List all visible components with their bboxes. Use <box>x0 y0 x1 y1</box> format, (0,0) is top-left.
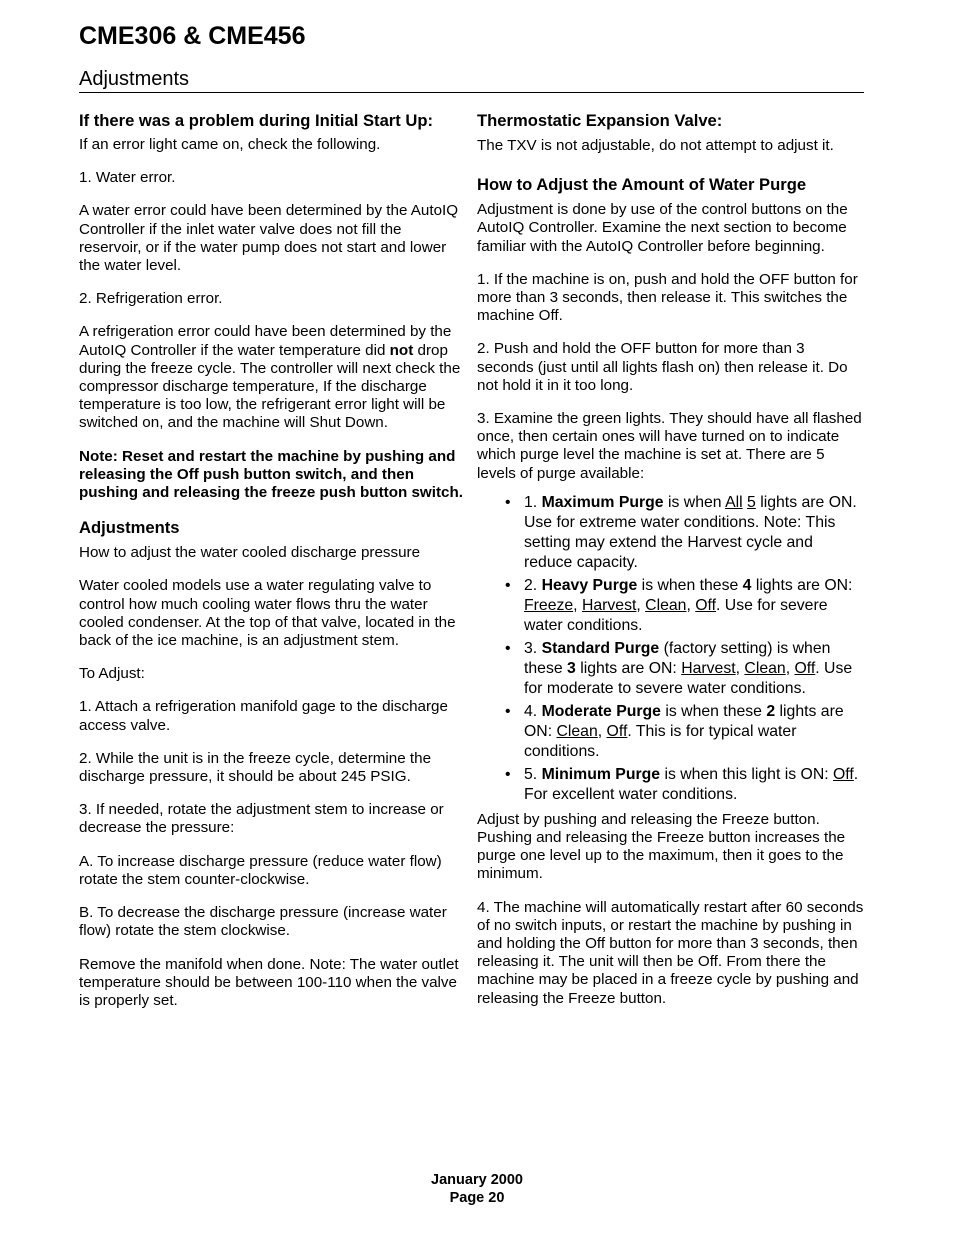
paragraph-water-error: A water error could have been determined by the AutoIQ Controller if the inlet water valve does not fill the reservoir, or if the water pump does not start and lower the water level. <box>79 202 459 275</box>
text-run: lights are ON: <box>524 702 844 740</box>
paragraph-error-light: If an error light came on, check the following. <box>79 136 381 153</box>
paragraph-purge-intro: Adjustment is done by use of the control buttons on the AutoIQ Controller. Examine the next section to become familiar with the AutoIQ Controller before beginning. <box>477 201 848 255</box>
separator: , <box>597 722 607 740</box>
purge-level-list <box>477 493 865 805</box>
paragraph-water-cooled: Water cooled models use a water regulating valve to control how much cooling water flows thru the water cooled condenser. At the top of that valve, located in the back of the ice machine, is an adjustment stem. <box>79 577 456 650</box>
title-divider <box>79 92 864 93</box>
paragraph-refrigeration-error <box>79 323 467 432</box>
purge-level-heavy <box>524 576 865 636</box>
text-run: 1. <box>524 493 542 511</box>
step-hold-off: 2. Push and hold the OFF button for more than 3 seconds (just until all lights flash on) then release it. Do not hold it in it too long. <box>477 340 848 394</box>
section-subtitle: Adjustments <box>79 68 190 90</box>
level-name: Maximum Purge <box>541 493 664 511</box>
purge-level-moderate <box>524 702 865 762</box>
text-run: A refrigeration error could have been determined by the AutoIQ Controller if the water temperature did <box>79 323 452 359</box>
text-run: lights are ON: <box>575 659 682 677</box>
text-run: 2. <box>524 576 542 594</box>
text-run: . Use for moderate to severe water conditions. <box>524 659 853 697</box>
separator: , <box>686 596 696 614</box>
footer-date: January 2000 <box>431 1172 523 1188</box>
underlined-all: All <box>725 493 743 511</box>
list-item-refrigeration-error: 2. Refrigeration error. <box>79 290 223 308</box>
underlined-count: 5 <box>747 493 756 511</box>
light-harvest: Harvest <box>681 659 736 677</box>
level-name: Minimum Purge <box>541 765 661 783</box>
step-switch-off: 1. If the machine is on, push and hold the OFF button for more than 3 seconds, then release it. This switches the machine Off. <box>477 270 858 325</box>
light-count: 2 <box>766 702 776 720</box>
light-clean: Clean <box>744 659 786 677</box>
paragraph-how-to-adjust: How to adjust the water cooled discharge pressure <box>79 544 421 562</box>
step-determine-pressure: 2. While the unit is in the freeze cycle, determine the discharge pressure, it should be about 245 PSIG. <box>79 749 432 786</box>
purge-level-maximum <box>524 493 865 573</box>
light-count: 4 <box>742 576 752 594</box>
heading-initial-startup-problem: If there was a problem during Initial Start Up: <box>79 111 434 130</box>
level-name: Standard Purge <box>541 639 660 657</box>
step-decrease-pressure: B. To decrease the discharge pressure (increase water flow) rotate the stem clockwise. <box>79 904 447 940</box>
document-title: CME306 & CME456 <box>79 22 306 50</box>
step-examine-lights: 3. Examine the green lights. They should have all flashed once, then certain ones will have turned on to indicate which purge level the machine is set at. There are 5 levels of purge available: <box>477 410 862 482</box>
emphasis-not: not <box>389 341 414 359</box>
heading-water-purge: How to Adjust the Amount of Water Purge <box>477 175 807 195</box>
light-off: Off <box>695 596 717 614</box>
separator: , <box>636 596 646 614</box>
text-run: drop during the freeze cycle. The controller will next check the compressor discharge temperature, If the discharge temperature is too low, the refrigerant error light will be switched on, and the machine will Shut Down. <box>79 341 461 432</box>
paragraph-txv: The TXV is not adjustable, do not attempt to adjust it. <box>477 137 834 154</box>
list-item-water-error: 1. Water error. <box>79 169 176 187</box>
heading-txv: Thermostatic Expansion Valve: <box>477 111 723 130</box>
text-run: is when these <box>637 576 743 594</box>
separator: , <box>785 659 795 677</box>
text-run: 3. <box>524 639 542 657</box>
light-off: Off <box>606 722 628 740</box>
text-run: lights are ON. Use for extreme water conditions. Note: This setting may extend the Harvest cycle and reduce capacity. <box>524 493 857 571</box>
text-run: . For excellent water conditions. <box>524 765 859 803</box>
light-off: Off <box>794 659 816 677</box>
text-run: is when <box>663 493 726 511</box>
paragraph-adjust-freeze: Adjust by pushing and releasing the Freeze button. Pushing and releasing the Freeze button increases the purge one level up to the maximum, then it goes to the minimum. <box>477 810 846 883</box>
purge-level-minimum <box>524 765 865 805</box>
separator: , <box>735 659 745 677</box>
step-restart: 4. The machine will automatically restart after 60 seconds of no switch inputs, or restart the machine by pushing in and holding the Off button for more than 3 seconds, then releasing it. The unit will then be Off. From there the machine may be placed in a freeze cycle by pushing and releasing the Freeze button. <box>477 898 864 1007</box>
light-count: 3 <box>567 659 576 677</box>
step-attach-gage: 1. Attach a refrigeration manifold gage to the discharge access valve. <box>79 698 448 734</box>
page-footer <box>0 1171 954 1207</box>
text-run: 4. <box>524 702 542 720</box>
step-increase-pressure: A. To increase discharge pressure (reduce water flow) rotate the stem counter-clockwise. <box>79 852 442 888</box>
separator: , <box>573 596 582 614</box>
level-name: Moderate Purge <box>541 702 661 720</box>
heading-adjustments: Adjustments <box>79 518 180 538</box>
paragraph-remove-manifold: Remove the manifold when done. Note: The water outlet temperature should be between 100-110 when the valve is properly set. <box>79 955 459 1009</box>
text-run: . This is for typical water conditions. <box>524 722 797 760</box>
light-off: Off <box>833 765 854 783</box>
text-run: is when this light is ON: <box>660 765 834 783</box>
text-run: is when these <box>660 702 767 720</box>
level-name: Heavy Purge <box>541 576 638 594</box>
text-run: (factory setting) is when these <box>524 639 831 677</box>
text-run: lights are ON: <box>751 576 853 594</box>
light-harvest: Harvest <box>581 596 637 614</box>
step-rotate-stem: 3. If needed, rotate the adjustment stem to increase or decrease the pressure: <box>79 801 444 837</box>
paragraph-to-adjust: To Adjust: <box>79 665 145 683</box>
page-number: Page 20 <box>449 1190 505 1206</box>
light-clean: Clean <box>645 596 687 614</box>
light-freeze: Freeze <box>524 596 574 614</box>
light-clean: Clean <box>556 722 598 740</box>
purge-level-standard <box>524 639 865 699</box>
text-run: 5. <box>524 765 542 783</box>
text-run: . Use for severe water conditions. <box>524 596 828 634</box>
left-column <box>79 110 467 1025</box>
right-column <box>477 110 865 1023</box>
reset-note: Note: Reset and restart the machine by pushing and releasing the Off push button switch, and then pushing and releasing the freeze push button switch. <box>79 447 463 502</box>
